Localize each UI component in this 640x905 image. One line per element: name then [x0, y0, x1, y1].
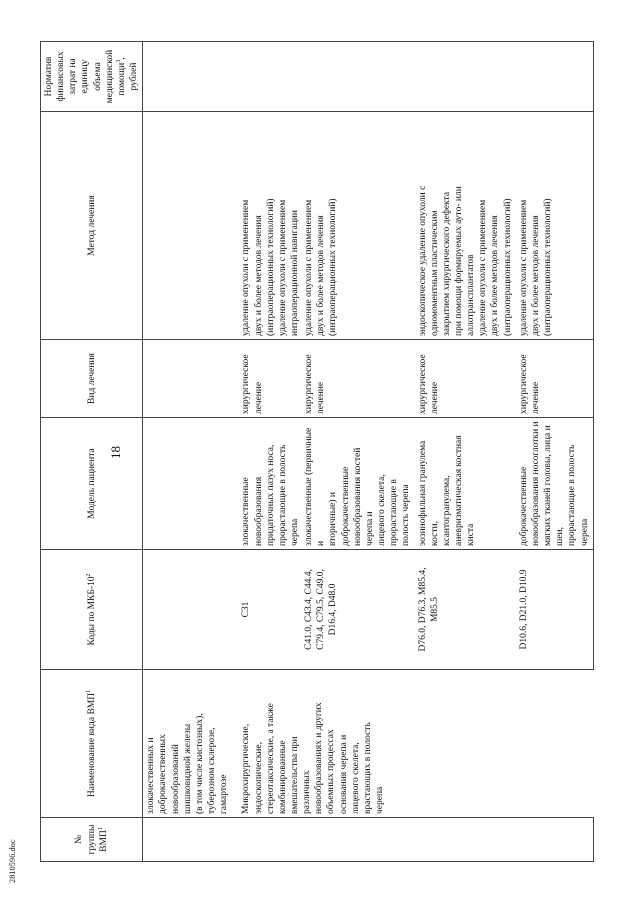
cell-patient: злокачественные новообразования придаточных пазух носа, прорастающие в полость черепа [238, 418, 303, 550]
cell-codes: C31 [238, 550, 303, 670]
cell-codes: D10.6, D21.0, D10.9 [516, 550, 593, 670]
cell-norm [415, 42, 516, 112]
cell-group [415, 818, 516, 862]
cell-norm [516, 42, 593, 112]
header-treatment-type: Вид лечения [41, 340, 143, 418]
vmp-table [40, 41, 594, 862]
cell-method: эндоскопическое удаление опухоли с одномоментным пластическим закрытием хирургического дефекта при помощи формируемых ауто- или аллотрансплантатов удаление опухоли с применением двух и более методов лечения (интраоперационных технологий) [415, 112, 516, 340]
cell-treatment: хирургическое лечение [238, 340, 303, 418]
cell-norm [143, 42, 239, 112]
cell-group [516, 818, 593, 862]
cell-method [143, 112, 239, 340]
header-mkb-codes: Коды по МКБ-$10^2$ [41, 550, 143, 670]
cell-treatment [143, 340, 239, 418]
cell-codes: C41.0, C43.4, C44.4, C79.4, C79.5, C49.0, D16.4, D48.0 [303, 550, 414, 670]
cell-treatment: хирургическое лечение [516, 340, 593, 418]
cell-treatment: хирургическое лечение [415, 340, 516, 418]
header-group-number: № группы ВМП$^1$ [41, 818, 143, 862]
cell-method: удаление опухоли с применением двух и более методов лечения (интраоперационных технологий) [516, 112, 593, 340]
header-financial-norm: Норматив финансовых затрат на единицу объема медицинской помощи$^3$, рублей [41, 42, 143, 112]
cell-codes [143, 550, 239, 670]
table-row [143, 42, 239, 862]
cell-vmp-name: Микрохирургические, эндоскопические, стереотаксические, а также комбинированные вмешательства при различных новообразованиях и других объемных процессах основания черепа и лицевого скелета, врастающих в полость черепа [238, 670, 593, 818]
page-number: 18 [108, 446, 123, 459]
cell-group [143, 818, 239, 862]
cell-patient: доброкачественные новообразования носоглотки и мягких тканей головы, лица и шеи, прорастающие в полость черепа [516, 418, 593, 550]
cell-method: удаление опухоли с применением двух и более методов лечения (интраоперационных технологий) [303, 112, 414, 340]
cell-norm [238, 42, 303, 112]
table-row [238, 42, 303, 862]
cell-group [238, 818, 303, 862]
header-vmp-name: Наименование вида ВМП$^1$ [41, 670, 143, 818]
cell-codes: D76.0, D76.3, M85.4, M85.5 [415, 550, 516, 670]
cell-patient [143, 418, 239, 550]
cell-method: удаление опухоли с применением двух и более методов лечения (интраоперационных технологий) удаление опухоли с применением интраоперационной навигации [238, 112, 303, 340]
cell-patient: злокачественные (первичные и вторичные) и доброкачественные новообразования костей черепа и лицевого скелета, прорастающие в полость черепа [303, 418, 414, 550]
document-code: 2810596.doc [8, 839, 17, 883]
header-treatment-method: Метод лечения [41, 112, 143, 340]
header-patient-model: Модель пациента [41, 418, 143, 550]
cell-group [303, 818, 414, 862]
cell-vmp-name: злокачественных и доброкачественных новообразований шишковидной железы (в том числе кистозных), туберозном склерозе, гамартозе [143, 670, 239, 818]
cell-norm [303, 42, 414, 112]
cell-treatment: хирургическое лечение [303, 340, 414, 418]
cell-patient: эозинофильная гранулема кости, ксантогранулема, аневризматическая костная киста [415, 418, 516, 550]
table-header-row [41, 42, 143, 862]
